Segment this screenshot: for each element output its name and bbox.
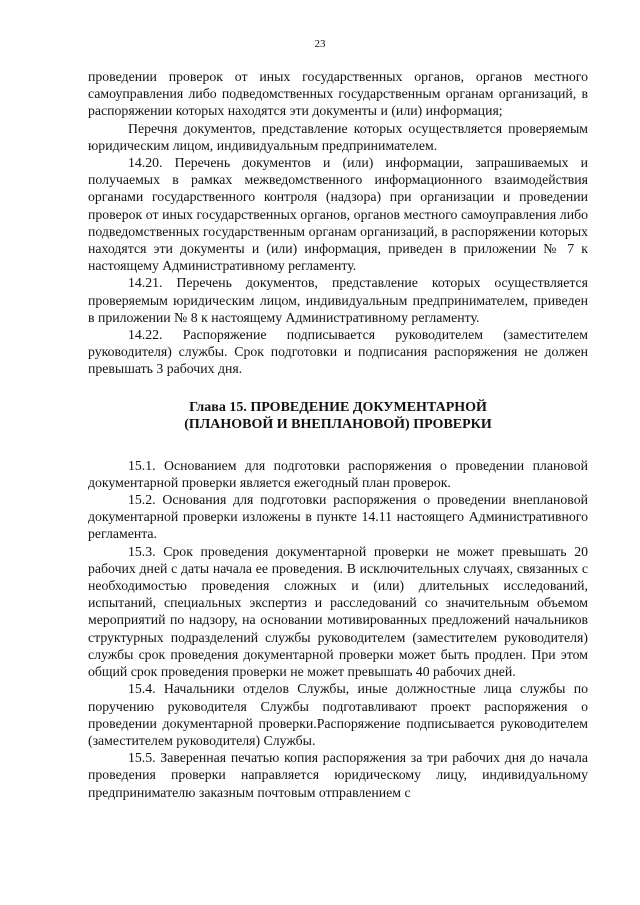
chapter-heading — [88, 399, 588, 434]
paragraph-continuation: проведении проверок от иных государственных органов, органов местного самоуправления либо подведомственных государственным органам организаций, в распоряжении которых находятся эти документы и (или) информация; — [88, 69, 588, 119]
paragraph-14-21: 14.21. Перечень документов, представление которых осуществляется проверяемым юридическим лицом, индивидуальным предпринимателем, приведен в приложении № 8 к настоящему Административному регламенту. — [88, 275, 588, 325]
page-number: 23 — [314, 38, 326, 50]
paragraph-15-1: 15.1. Основанием для подготовки распоряжения о проведении плановой документарной проверки является ежегодный план проверок. — [88, 457, 588, 490]
chapter-heading-line-2: (ПЛАНОВОЙ И ВНЕПЛАНОВОЙ) ПРОВЕРКИ — [184, 417, 492, 433]
paragraph-15-3: 15.3. Срок проведения документарной проверки не может превышать 20 рабочих дней с даты начала ее проведения. В исключительных случаях, связанных с необходимостью проведения сложных и (или) длительных исследований, испытаний, специальных экспертиз и расследований со значительным объемом мероприятий по надзору, на основании мотивированных предложений начальников структурных подразделений службы руководителем (заместителем руководителя) службы срок проведения документарной проверки может быть продлен. При этом общий срок проведения проверки не может превышать 40 рабочих дней. — [88, 543, 588, 680]
paragraph-document-list: Перечня документов, представление которых осуществляется проверяемым юридическим лицом, индивидуальным предпринимателем. — [88, 120, 588, 153]
paragraph-15-4: 15.4. Начальники отделов Службы, иные должностные лица службы по поручению руководителя Службы подготавливают проект распоряжения о проведении документарной проверки.Распоряжение подписывается руководителем (заместителем руководителя) Службы. — [88, 681, 588, 748]
paragraph-14-22: 14.22. Распоряжение подписывается руководителем (заместителем руководителя) службы. Срок подготовки и подписания распоряжения не должен превышать 3 рабочих дня. — [88, 327, 588, 377]
paragraphs-after — [88, 457, 588, 801]
chapter-heading-line-1: Глава 15. ПРОВЕДЕНИЕ ДОКУМЕНТАРНОЙ — [189, 399, 487, 415]
paragraph-15-5: 15.5. Заверенная печатью копия распоряжения за три рабочих дня до начала проведения проверки направляется юридическому лицу, индивидуальному предпринимателю заказным почтовым отправлением с — [88, 750, 588, 800]
paragraphs-before — [88, 68, 588, 378]
paragraph-14-20: 14.20. Перечень документов и (или) информации, запрашиваемых и получаемых в рамках межведомственного информационного взаимодействия органами государственного контроля (надзора) при организации и проведении проверок от иных государственных органов, органов местного самоуправления либо подведомственных государственным органам организаций, в распоряжении которых находятся эти документы и (или) информация, приведен в приложении № 7 к настоящему Административному регламенту. — [88, 155, 588, 274]
document-body — [88, 68, 588, 801]
paragraph-15-2: 15.2. Основания для подготовки распоряжения о проведении внеплановой документарной проверки изложены в пункте 14.11 настоящего Административного регламента. — [88, 492, 588, 542]
